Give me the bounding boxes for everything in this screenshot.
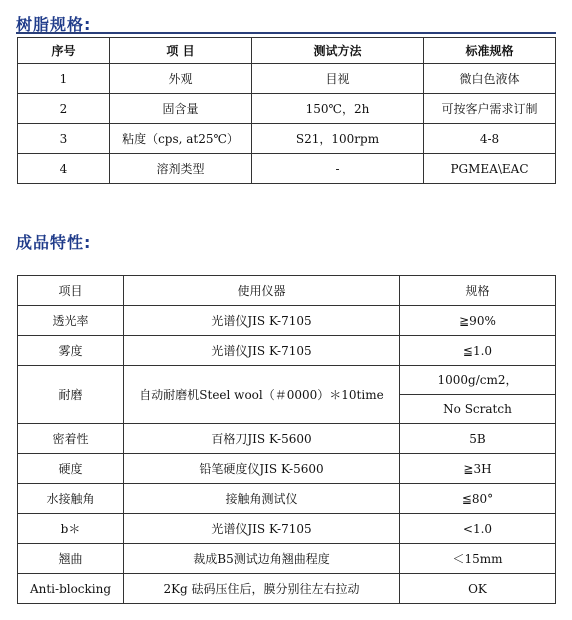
cell-line: No Scratch [400,394,555,423]
table-row [18,154,556,184]
cell: 光谱仪JIS K-7105 [124,514,400,544]
table-header-row [18,38,556,64]
cell: 硬度 [18,454,124,484]
cell: 光谱仪JIS K-7105 [124,306,400,336]
heading-divider [16,32,556,34]
cell: 150℃，2h [252,94,424,124]
cell: 4-8 [424,124,556,154]
cell: 5B [400,424,556,454]
cell: 裁成B5测试边角翘曲程度 [124,544,400,574]
table-row [18,454,556,484]
cell: ≦80° [400,484,556,514]
table-row [18,124,556,154]
table-row [18,484,556,514]
cell: 光谱仪JIS K-7105 [124,336,400,366]
cell: S21，100rpm [252,124,424,154]
cell: 接触角测试仪 [124,484,400,514]
cell: 3 [18,124,110,154]
table-row [18,544,556,574]
col-header-spec: 标准规格 [424,38,556,64]
cell: 粘度（cps, at25℃） [110,124,252,154]
cell: - [252,154,424,184]
col-header-method: 测试方法 [252,38,424,64]
cell: 翘曲 [18,544,124,574]
table-row [18,366,556,424]
col-header-spec: 规格 [400,276,556,306]
cell: 微白色液体 [424,64,556,94]
cell: Anti-blocking [18,574,124,604]
cell: 铅笔硬度仪JIS K-5600 [124,454,400,484]
table-row [18,306,556,336]
cell: ≧90% [400,306,556,336]
cell: 耐磨 [18,366,124,424]
cell: 透光率 [18,306,124,336]
col-header-item: 项目 [18,276,124,306]
cell: 1 [18,64,110,94]
resin-spec-table [17,37,556,184]
table-row [18,514,556,544]
cell: 目视 [252,64,424,94]
table-header-row [18,276,556,306]
cell: 4 [18,154,110,184]
cell: 外观 [110,64,252,94]
col-header-item: 项 目 [110,38,252,64]
col-header-no: 序号 [18,38,110,64]
col-header-instrument: 使用仪器 [124,276,400,306]
resin-spec-heading: 树脂规格: [16,15,92,34]
cell: <1.0 [400,514,556,544]
table-row [18,94,556,124]
table-row [18,64,556,94]
cell: 固含量 [110,94,252,124]
cell: PGMEA\EAC [424,154,556,184]
cell: ≦1.0 [400,336,556,366]
cell: 溶剂类型 [110,154,252,184]
cell: 百格刀JIS K-5600 [124,424,400,454]
cell: ≧3H [400,454,556,484]
cell: OK [400,574,556,604]
table-row [18,424,556,454]
table-row [18,336,556,366]
cell: 2Kg 砝码压住后，膜分别往左右拉动 [124,574,400,604]
cell-line: 1000g/cm2， [437,373,518,387]
cell: 2 [18,94,110,124]
product-properties-heading: 成品特性: [16,233,92,252]
table-row [18,574,556,604]
cell: 密着性 [18,424,124,454]
cell: 水接触角 [18,484,124,514]
cell: 雾度 [18,336,124,366]
product-properties-table [17,275,556,604]
cell: 可按客户需求订制 [424,94,556,124]
cell: ＜15mm [400,544,556,574]
cell: b＊ [18,514,124,544]
cell-split [400,366,556,424]
cell: 自动耐磨机Steel wool（＃0000）＊10time [124,366,400,424]
